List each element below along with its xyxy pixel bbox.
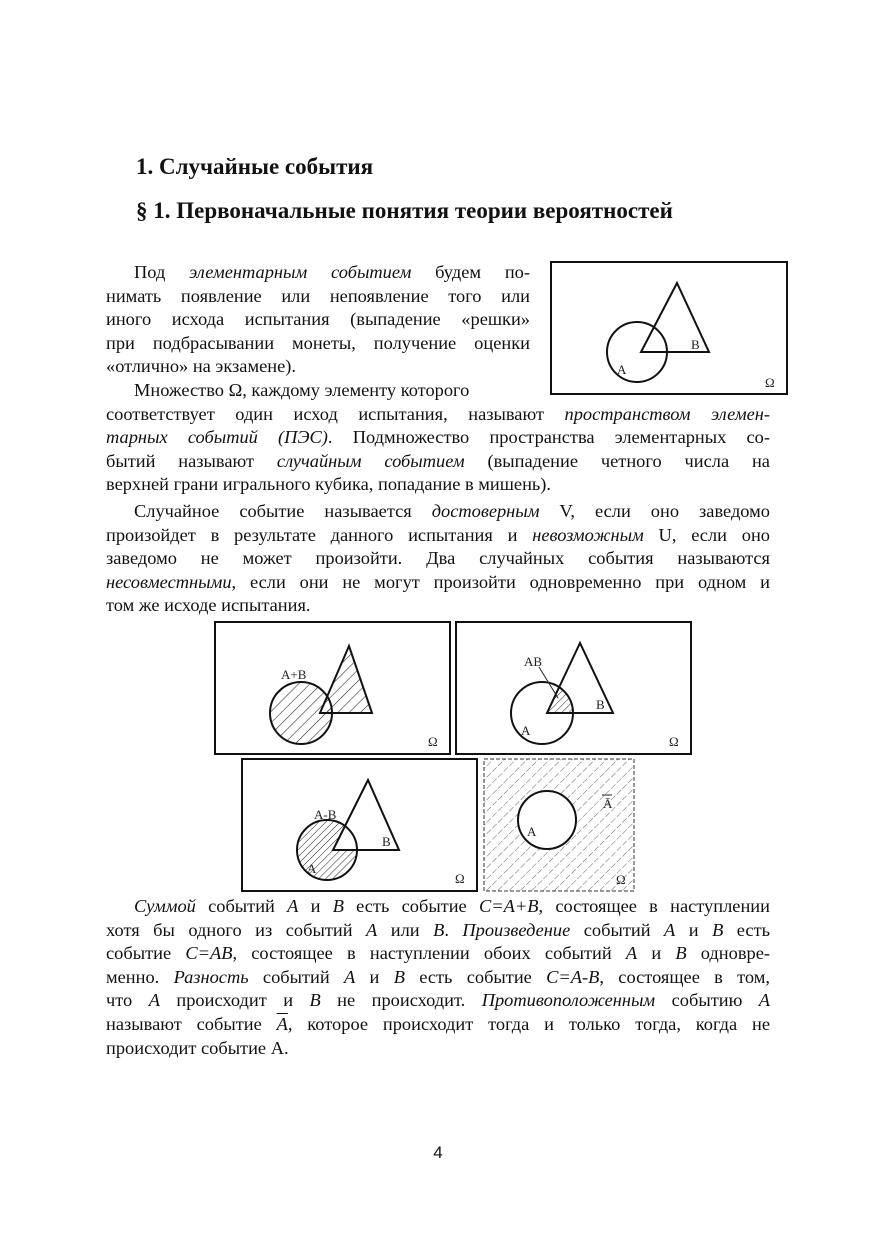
label-sum: A+B <box>281 667 307 682</box>
event-a-circle <box>518 791 576 849</box>
venn-complement-figure <box>483 758 635 892</box>
page-number: 4 <box>433 1143 443 1162</box>
label-omega: Ω <box>455 871 465 886</box>
venn-product-figure <box>455 621 692 755</box>
chapter-title: 1. Случайные события <box>136 154 374 179</box>
label-difference: A-B <box>314 807 337 822</box>
paragraph-elementary-event: Под элементарным событием будем по- нимать появление или непоявление того или иного исхода испытания (выпадение «решки» при подбрасывании монеты, получение оценки «отлично» на экзамене). <box>106 262 530 377</box>
label-complement: Ā <box>603 796 613 811</box>
venn-sum-figure <box>214 621 451 755</box>
label-a: A <box>617 362 627 377</box>
label-omega: Ω <box>428 734 438 749</box>
label-omega: Ω <box>765 375 775 390</box>
union-region-triangle <box>320 646 372 713</box>
label-b: B <box>691 337 700 352</box>
paragraph-certain-impossible: Случайное событие называется достоверным V, если оно заведомо произойдет в результате данного испытания и невозможным U, если оно заведомо не может произойти. Два случайных события называются несовместными, если они не могут произойти одновременно при одном и том же исходе испытания. <box>106 501 770 616</box>
label-omega: Ω <box>669 734 679 749</box>
label-omega: Ω <box>616 872 626 887</box>
omega-frame <box>456 622 691 754</box>
label-b: B <box>382 834 391 849</box>
label-product: AB <box>524 654 543 669</box>
venn-basic-figure <box>550 261 788 395</box>
venn-difference-figure <box>241 758 478 892</box>
label-a: A <box>521 723 531 738</box>
omega-frame <box>242 759 477 891</box>
omega-frame <box>551 262 787 394</box>
paragraph-sample-space: Множество Ω, каждому элементу которого соответствует один исход испытания, называют пространством элемен- тарных событий (ПЭС). Подмножество пространства элементарных со- бытий называют случайным событием (выпадение четного числа на верхней грани игрального кубика, попадание в мишень). <box>106 380 770 495</box>
label-a: A <box>307 861 317 876</box>
section-title: § 1. Первоначальные понятия теории вероятностей <box>136 198 673 223</box>
paragraph-operations: Суммой событий A и B есть событие C=A+B, состоящее в наступлении хотя бы одного из событий A или B. Произведение событий A и B есть событие C=AB, состоящее в наступлении обоих событий A и B одновре- менно. Разность событий A и B есть событие C=A-B, состоящее в том, что A происходит и B не происходит. Противоположенным событию A называют событие $\overline{A}$, которое происходит тогда и только тогда, когда не происходит событие А. <box>106 896 771 1058</box>
label-a: A <box>527 824 537 839</box>
label-b: B <box>596 697 605 712</box>
